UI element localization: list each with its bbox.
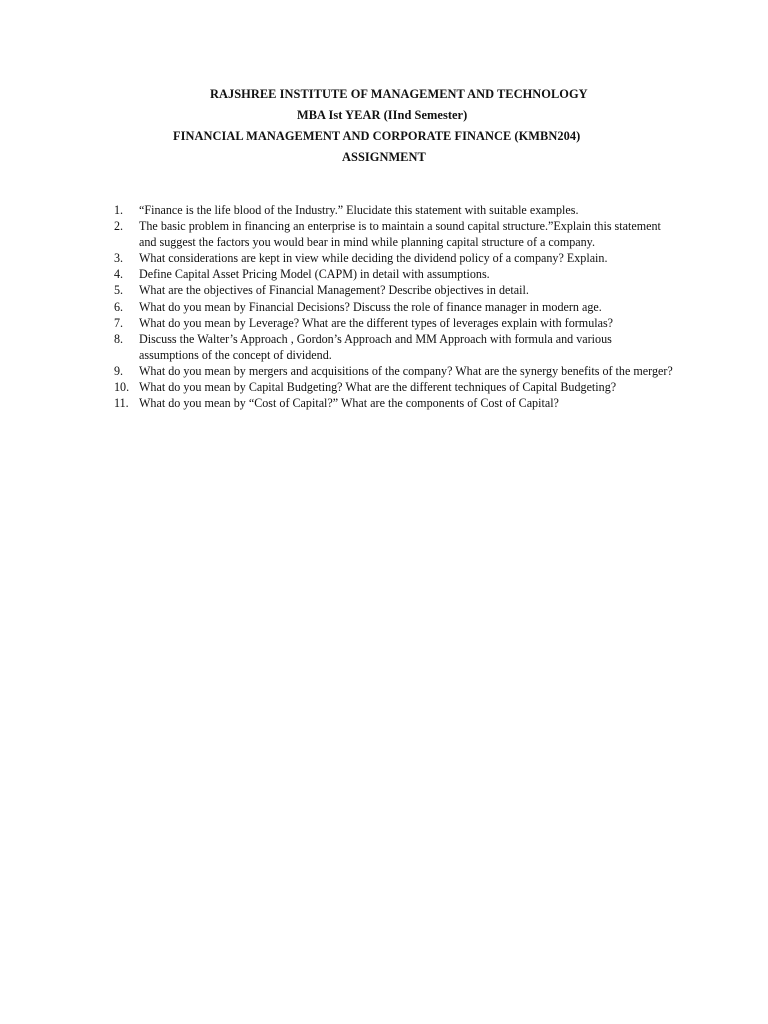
program-line: MBA Ist YEAR (IInd Semester) <box>297 108 468 122</box>
question-text: What are the objectives of Financial Management? Describe objectives in detail. <box>139 283 529 298</box>
question-item-11 <box>0 395 768 411</box>
question-item-7 <box>0 315 768 331</box>
question-number: 11. <box>114 396 129 411</box>
question-number: 4. <box>114 267 124 282</box>
question-text: Define Capital Asset Pricing Model (CAPM) in detail with assumptions. <box>139 267 490 282</box>
question-number: 2. <box>114 219 124 234</box>
question-number: 10. <box>114 380 130 395</box>
question-item-1 <box>0 202 768 218</box>
question-item-9 <box>0 363 768 379</box>
question-number: 3. <box>114 251 124 266</box>
question-text: “Finance is the life blood of the Industry.” Elucidate this statement with suitable examples. <box>139 203 579 217</box>
question-number: 5. <box>114 283 124 298</box>
question-text: What do you mean by mergers and acquisitions of the company? What are the synergy benefits of the merger? <box>139 363 673 378</box>
question-text: What do you mean by Financial Decisions? Discuss the role of finance manager in modern age. <box>139 299 602 314</box>
question-number: 6. <box>114 299 124 314</box>
question-item-3 <box>0 250 768 266</box>
question-number: 1. <box>114 203 124 217</box>
question-text: What do you mean by Capital Budgeting? What are the different techniques of Capital Budgeting? <box>139 380 617 395</box>
question-text: Discuss the Walter’s Approach , Gordon’s Approach and MM Approach with formula and various assumptions of the concept of dividend. <box>139 331 612 362</box>
question-list <box>0 202 768 411</box>
question-item-10 <box>0 379 768 395</box>
question-number: 8. <box>114 331 124 346</box>
question-text: What do you mean by Leverage? What are the different types of leverages explain with formulas? <box>139 315 614 330</box>
question-item-5 <box>0 282 768 298</box>
question-number: 9. <box>114 363 124 378</box>
question-item-4 <box>0 266 768 282</box>
question-text: The basic problem in financing an enterprise is to maintain a sound capital structure.”Explain this statement and suggest the factors you would bear in mind while planning capital structure of a company. <box>139 219 661 250</box>
institute-name: RAJSHREE INSTITUTE OF MANAGEMENT AND TECHNOLOGY <box>210 87 588 101</box>
question-text: What do you mean by “Cost of Capital?” What are the components of Cost of Capital? <box>139 396 559 411</box>
question-text: What considerations are kept in view while deciding the dividend policy of a company? Explain. <box>139 251 608 266</box>
question-number: 7. <box>114 315 124 330</box>
assignment-title: ASSIGNMENT <box>342 150 426 164</box>
question-item-8 <box>0 331 768 363</box>
question-item-2 <box>0 218 768 250</box>
question-item-6 <box>0 299 768 315</box>
course-title: FINANCIAL MANAGEMENT AND CORPORATE FINANCE (KMBN204) <box>173 129 581 143</box>
